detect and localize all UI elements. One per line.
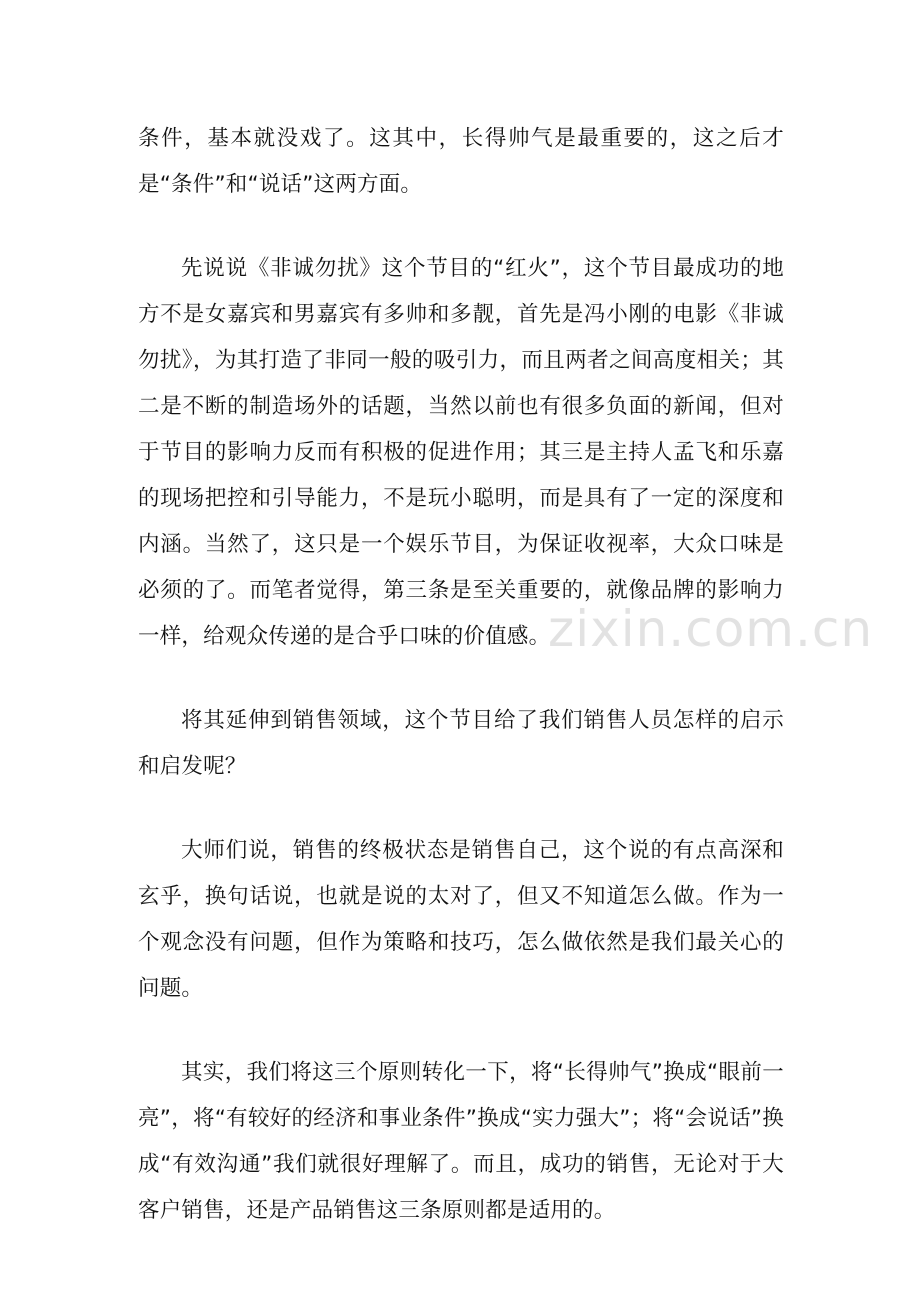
paragraph-show-analysis: 先说说《非诚勿扰》这个节目的“红火”，这个节目最成功的地方不是女嘉宾和男嘉宾有多帅和多靓，首先是冯小刚的电影《非诚勿扰》，为其打造了非同一般的吸引力，而且两者之间高度相关；其二是不断的制造场外的话题，当然以前也有很多负面的新闻，但对于节目的影响力反而有积极的促进作用；其三是主持人孟飞和乐嘉的现场把控和引导能力，不是玩小聪明，而是具有了一定的深度和内涵。当然了，这只是一个娱乐节目，为保证收视率，大众口味是必须的了。而笔者觉得，第三条是至关重要的，就像品牌的影响力一样，给观众传递的是合乎口味的价值感。 — [138, 256, 784, 649]
document-body — [138, 116, 784, 1272]
paragraph-masters-view: 大师们说，销售的终极状态是销售自己，这个说的有点高深和玄乎，换句话说，也就是说的太对了，但又不知道怎么做。作为一个观念没有问题，但作为策略和技巧，怎么做依然是我们最关心的问题。 — [138, 838, 784, 1001]
paragraph-principles: 其实，我们将这三个原则转化一下，将“长得帅气”换成“眼前一亮”，将“有较好的经济和事业条件”换成“实力强大”；将“会说话”换成“有效沟通”我们就很好理解了。而且，成功的销售，无论对于大客户销售，还是产品销售这三条原则都是适用的。 — [138, 1060, 784, 1223]
paragraph-sales-question: 将其延伸到销售领域，这个节目给了我们销售人员怎样的启示和启发呢？ — [138, 708, 784, 779]
watermark-text: zixin.com.cn — [548, 600, 874, 658]
paragraph-continuation: 条件，基本就没戏了。这其中，长得帅气是最重要的，这之后才是“条件”和“说话”这两方面。 — [138, 126, 784, 197]
